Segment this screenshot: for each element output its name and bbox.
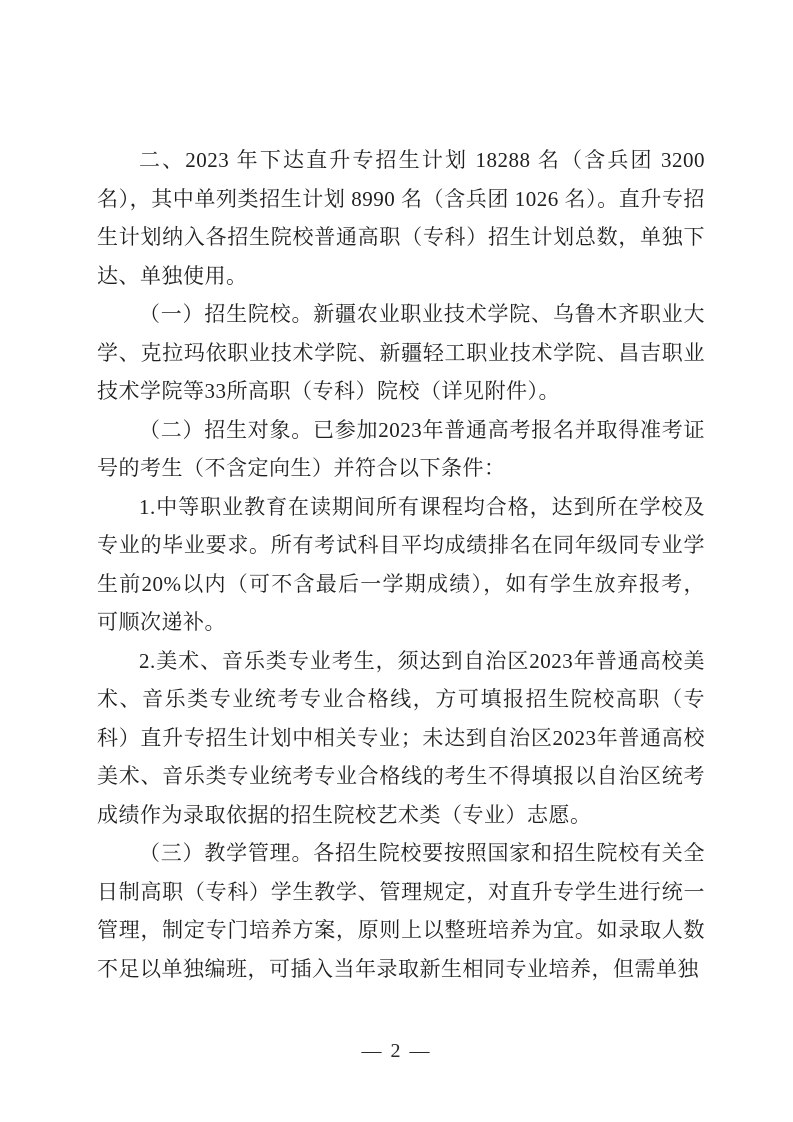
paragraph-teaching-management: （三）教学管理。各招生院校要按照国家和招生院校有关全日制高职（专科）学生教学、管理规定，对直升专学生进行统一管理，制定专门培养方案，原则上以整班培养为宜。如录取人数不足以单独编班，可插入当年录取新生相同专业培养，但需单独: [97, 841, 705, 981]
paragraph-enrollment-plan-total: 二、2023 年下达直升专招生计划 18288 名（含兵团 3200 名），其中单列类招生计划 8990 名（含兵团 1026 名）。直升专招生计划纳入各招生院校普通高职（专科）招生计划总数，单独下达、单独使用。: [97, 148, 705, 288]
paragraph-condition-1: 1.中等职业教育在读期间所有课程均合格，达到所在学校及专业的毕业要求。所有考试科目平均成绩排名在同年级同专业学生前20%以内（可不含最后一学期成绩），如有学生放弃报考，可顺次递补。: [97, 494, 705, 634]
paragraph-condition-2: 2.美术、音乐类专业考生，须达到自治区2023年普通高校美术、音乐类专业统考专业合格线，方可填报招生院校高职（专科）直升专招生计划中相关专业；未达到自治区2023年普通高校美术、音乐类专业统考专业合格线的考生不得填报以自治区统考成绩作为录取依据的招生院校艺术类（专业）志愿。: [97, 648, 705, 827]
page-footer: [0, 1040, 793, 1063]
page-number: — 2 —: [361, 1040, 432, 1062]
document-body: [97, 141, 705, 988]
paragraph-enrollment-targets: （二）招生对象。已参加2023年普通高考报名并取得准考证号的考生（不含定向生）并符合以下条件：: [97, 417, 705, 480]
paragraph-enrollment-institutions: （一）招生院校。新疆农业职业技术学院、乌鲁木齐职业大学、克拉玛依职业技术学院、新疆轻工职业技术学院、昌吉职业技术学院等33所高职（专科）院校（详见附件）。: [97, 302, 705, 403]
